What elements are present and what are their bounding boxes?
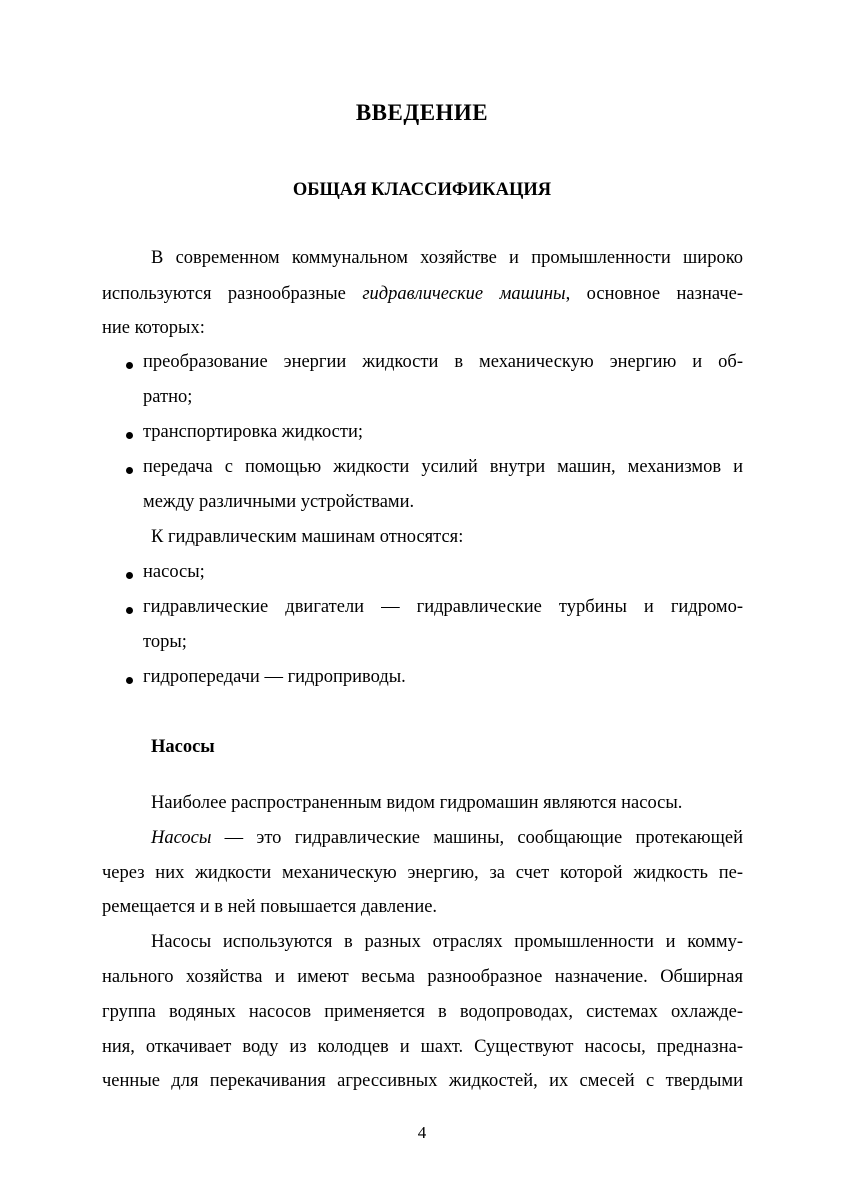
pumps-paragraph-3-line: группа водяных насосов применяется в водопроводах, системах охлажде-	[102, 1002, 743, 1022]
list-item: гидравлические двигатели — гидравлические турбины и гидромо-	[143, 597, 743, 617]
types-intro: К гидравлическим машинам относятся:	[151, 527, 464, 547]
pumps-definition-line-3: ремещается и в ней повышается давление.	[102, 897, 438, 917]
intro-line-3: ние которых:	[102, 318, 205, 338]
pumps-paragraph-3-line: ния, откачивает воду из колодцев и шахт. Существуют насосы, предназна-	[102, 1037, 743, 1057]
pumps-paragraph-3-line: Насосы используются в разных отраслях промышленности и комму-	[151, 932, 743, 952]
list-item-continuation: ратно;	[143, 387, 193, 407]
list-item: транспортировка жидкости;	[143, 422, 363, 442]
page-number: 4	[417, 1123, 427, 1142]
bullet-icon	[126, 432, 133, 439]
intro-line-1: В современном коммунальном хозяйстве и промышленности широко	[151, 248, 743, 268]
bullet-icon	[126, 607, 133, 614]
italic-term: Насосы	[151, 828, 212, 848]
pumps-paragraph-3-line: нального хозяйства и имеют весьма разнообразное назначение. Обширная	[102, 967, 743, 987]
pumps-paragraph-1: Наиболее распространенным видом гидромашин являются насосы.	[151, 793, 683, 813]
list-item: гидропередачи — гидроприводы.	[143, 667, 406, 687]
section-heading: ОБЩАЯ КЛАССИФИКАЦИЯ	[292, 180, 552, 200]
pumps-definition-line-2: через них жидкости механическую энергию, за счет которой жидкость пе-	[102, 863, 743, 883]
subsection-title: Насосы	[151, 737, 215, 757]
intro-line-2: используются разнообразные гидравлические машины, основное назначе-	[102, 284, 743, 304]
pumps-paragraph-3-line: ченные для перекачивания агрессивных жидкостей, их смесей с твердыми	[102, 1071, 743, 1091]
bullet-icon	[126, 467, 133, 474]
chapter-title: ВВЕДЕНИЕ	[355, 100, 489, 125]
list-item: насосы;	[143, 562, 205, 582]
list-item: передача с помощью жидкости усилий внутри машин, механизмов и	[143, 457, 743, 477]
pumps-definition-line-1: Насосы — это гидравлические машины, сообщающие протекающей	[151, 828, 743, 848]
bullet-icon	[126, 572, 133, 579]
list-item-continuation: между различными устройствами.	[143, 492, 415, 512]
list-item: преобразование энергии жидкости в механическую энергию и об-	[143, 352, 743, 372]
list-item-continuation: торы;	[143, 632, 187, 652]
bullet-icon	[126, 677, 133, 684]
bullet-icon	[126, 362, 133, 369]
italic-term: гидравлические машины	[362, 284, 566, 304]
